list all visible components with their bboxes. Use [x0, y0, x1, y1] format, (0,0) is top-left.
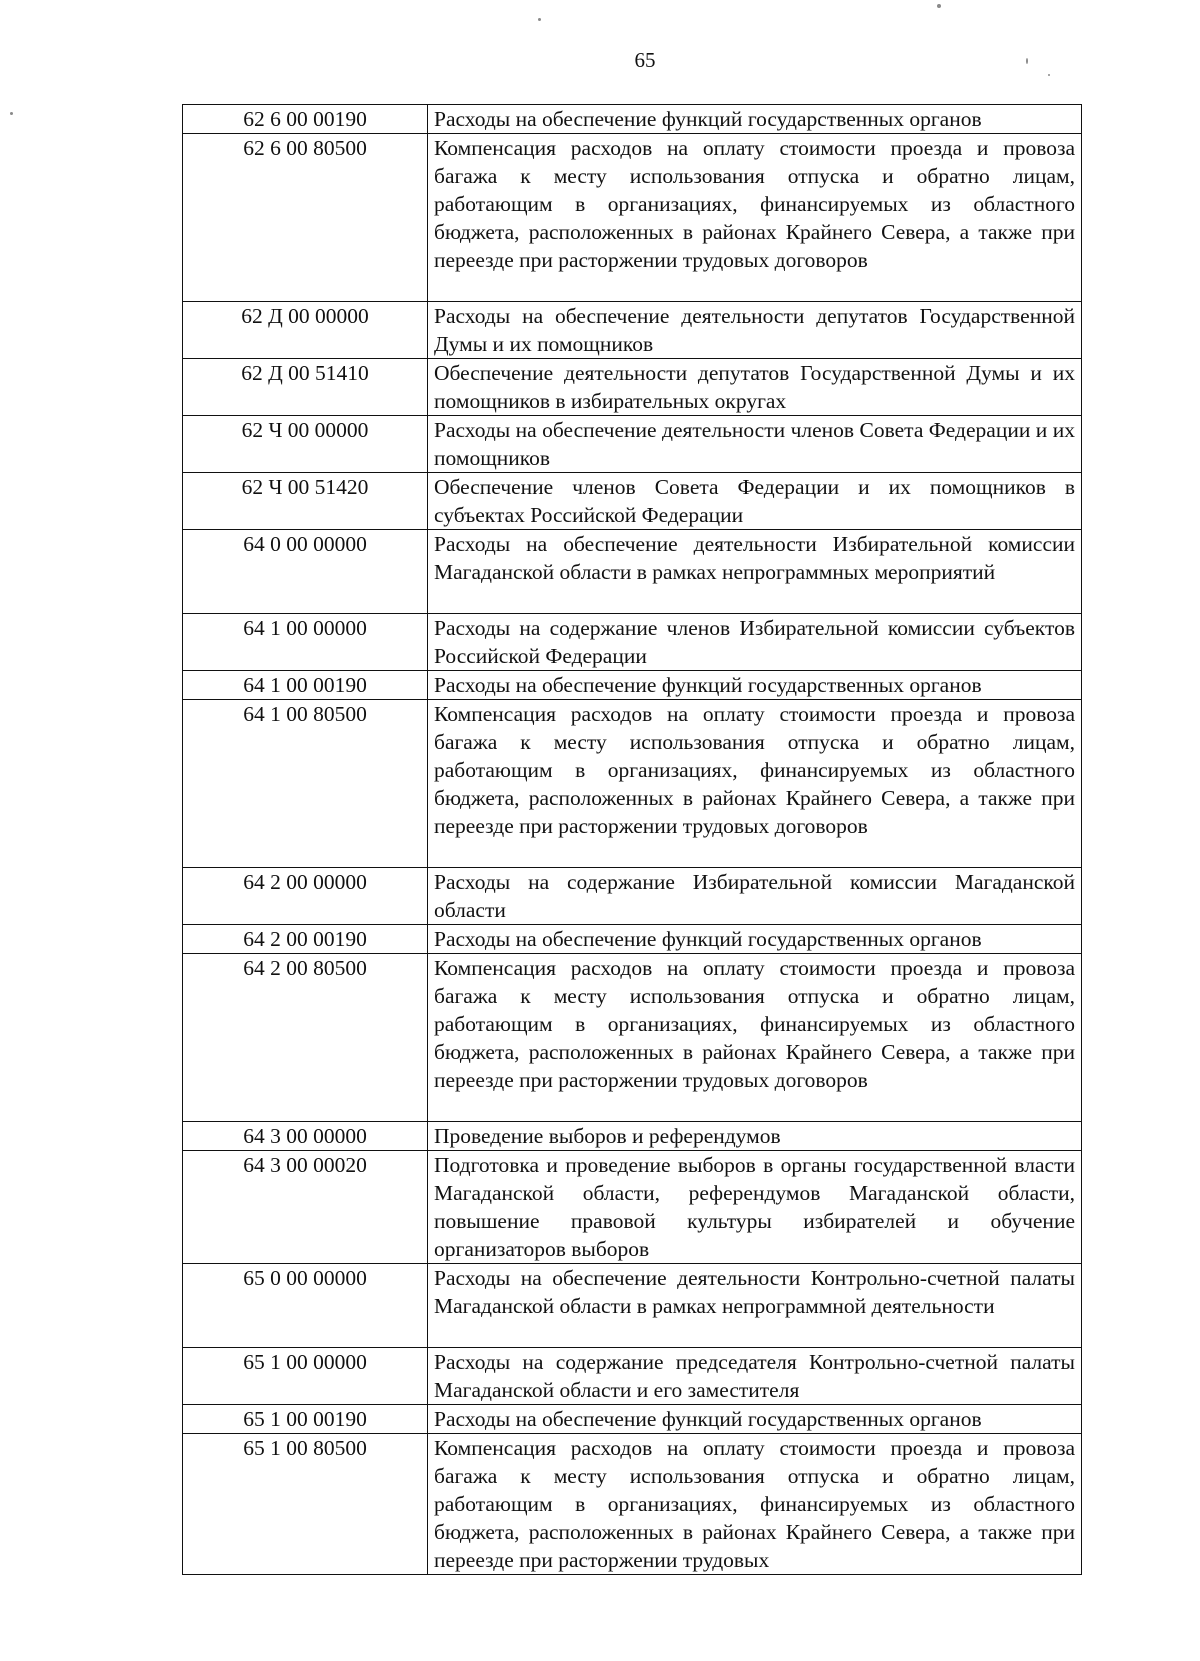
- table-row: [183, 954, 1082, 1122]
- row-description: Расходы на обеспечение деятельности членов Совета Федерации и их помощников: [428, 416, 1082, 473]
- row-code: 65 1 00 80500: [183, 1434, 428, 1575]
- row-code: 62 6 00 80500: [183, 134, 428, 302]
- table-row: [183, 1434, 1082, 1575]
- page-number: 65: [634, 48, 656, 72]
- table-row: [183, 1348, 1082, 1405]
- scan-speck: [1048, 74, 1050, 76]
- row-description: Расходы на обеспечение деятельности Контрольно-счетной палаты Магаданской области в рамках непрограммной деятельности: [428, 1264, 1082, 1348]
- row-description: Расходы на обеспечение функций государственных органов: [428, 671, 1082, 700]
- row-code: 65 0 00 00000: [183, 1264, 428, 1348]
- row-code: 64 1 00 00000: [183, 614, 428, 671]
- table-row: [183, 416, 1082, 473]
- row-code: 65 1 00 00190: [183, 1405, 428, 1434]
- table-row: [183, 925, 1082, 954]
- table-row: [183, 1151, 1082, 1264]
- row-description: Компенсация расходов на оплату стоимости проезда и провоза багажа к месту использования отпуска и обратно лицам, работающим в организациях, финансируемых из областного бюджета, расположенных в районах Крайнего Севера, а также при переезде при расторжении трудовых договоров: [428, 134, 1082, 302]
- table-row: [183, 700, 1082, 868]
- table-row: [183, 1264, 1082, 1348]
- row-description: Компенсация расходов на оплату стоимости проезда и провоза багажа к месту использования отпуска и обратно лицам, работающим в организациях, финансируемых из областного бюджета, расположенных в районах Крайнего Севера, а также при переезде при расторжении трудовых: [428, 1434, 1082, 1575]
- row-code: 64 2 00 00190: [183, 925, 428, 954]
- row-code: 62 Ч 00 51420: [183, 473, 428, 530]
- row-code: 64 2 00 00000: [183, 868, 428, 925]
- scan-speck: [538, 18, 541, 21]
- table-row: [183, 671, 1082, 700]
- row-description: Расходы на обеспечение функций государственных органов: [428, 1405, 1082, 1434]
- row-code: 64 0 00 00000: [183, 530, 428, 614]
- row-code: 64 3 00 00020: [183, 1151, 428, 1264]
- table-row: [183, 1122, 1082, 1151]
- row-description: Расходы на обеспечение деятельности депутатов Государственной Думы и их помощников: [428, 302, 1082, 359]
- table-row: [183, 614, 1082, 671]
- row-code: 62 Д 00 51410: [183, 359, 428, 416]
- row-description: Компенсация расходов на оплату стоимости проезда и провоза багажа к месту использования отпуска и обратно лицам, работающим в организациях, финансируемых из областного бюджета, расположенных в районах Крайнего Севера, а также при переезде при расторжении трудовых договоров: [428, 954, 1082, 1122]
- table-row: [183, 530, 1082, 614]
- row-code: 64 3 00 00000: [183, 1122, 428, 1151]
- scan-speck: [10, 112, 13, 115]
- row-description: Расходы на содержание членов Избирательной комиссии субъектов Российской Федерации: [428, 614, 1082, 671]
- row-code: 62 Д 00 00000: [183, 302, 428, 359]
- row-description: Расходы на содержание Избирательной комиссии Магаданской области: [428, 868, 1082, 925]
- row-code: 62 Ч 00 00000: [183, 416, 428, 473]
- row-description: Расходы на обеспечение функций государственных органов: [428, 925, 1082, 954]
- table-row: [183, 302, 1082, 359]
- row-code: 64 1 00 00190: [183, 671, 428, 700]
- scan-speck: [937, 4, 941, 8]
- row-description: Подготовка и проведение выборов в органы государственной власти Магаданской области, референдумов Магаданской области, повышение правовой культуры избирателей и обучение организаторов выборов: [428, 1151, 1082, 1264]
- table-row: [183, 359, 1082, 416]
- row-code: 65 1 00 00000: [183, 1348, 428, 1405]
- row-description: Обеспечение членов Совета Федерации и их помощников в субъектах Российской Федерации: [428, 473, 1082, 530]
- row-description: Компенсация расходов на оплату стоимости проезда и провоза багажа к месту использования отпуска и обратно лицам, работающим в организациях, финансируемых из областного бюджета, расположенных в районах Крайнего Севера, а также при переезде при расторжении трудовых договоров: [428, 700, 1082, 868]
- table-row: [183, 473, 1082, 530]
- row-description: Расходы на обеспечение функций государственных органов: [428, 105, 1082, 134]
- table-row: [183, 105, 1082, 134]
- row-code: 62 6 00 00190: [183, 105, 428, 134]
- row-code: 64 1 00 80500: [183, 700, 428, 868]
- row-description: Расходы на содержание председателя Контрольно-счетной палаты Магаданской области и его заместителя: [428, 1348, 1082, 1405]
- row-description: Расходы на обеспечение деятельности Избирательной комиссии Магаданской области в рамках непрограммных мероприятий: [428, 530, 1082, 614]
- row-code: 64 2 00 80500: [183, 954, 428, 1122]
- budget-codes-table: [182, 104, 1082, 1575]
- row-description: Обеспечение деятельности депутатов Государственной Думы и их помощников в избирательных округах: [428, 359, 1082, 416]
- table-row: [183, 134, 1082, 302]
- table-row: [183, 868, 1082, 925]
- scan-speck: [1026, 58, 1028, 64]
- table-row: [183, 1405, 1082, 1434]
- row-description: Проведение выборов и референдумов: [428, 1122, 1082, 1151]
